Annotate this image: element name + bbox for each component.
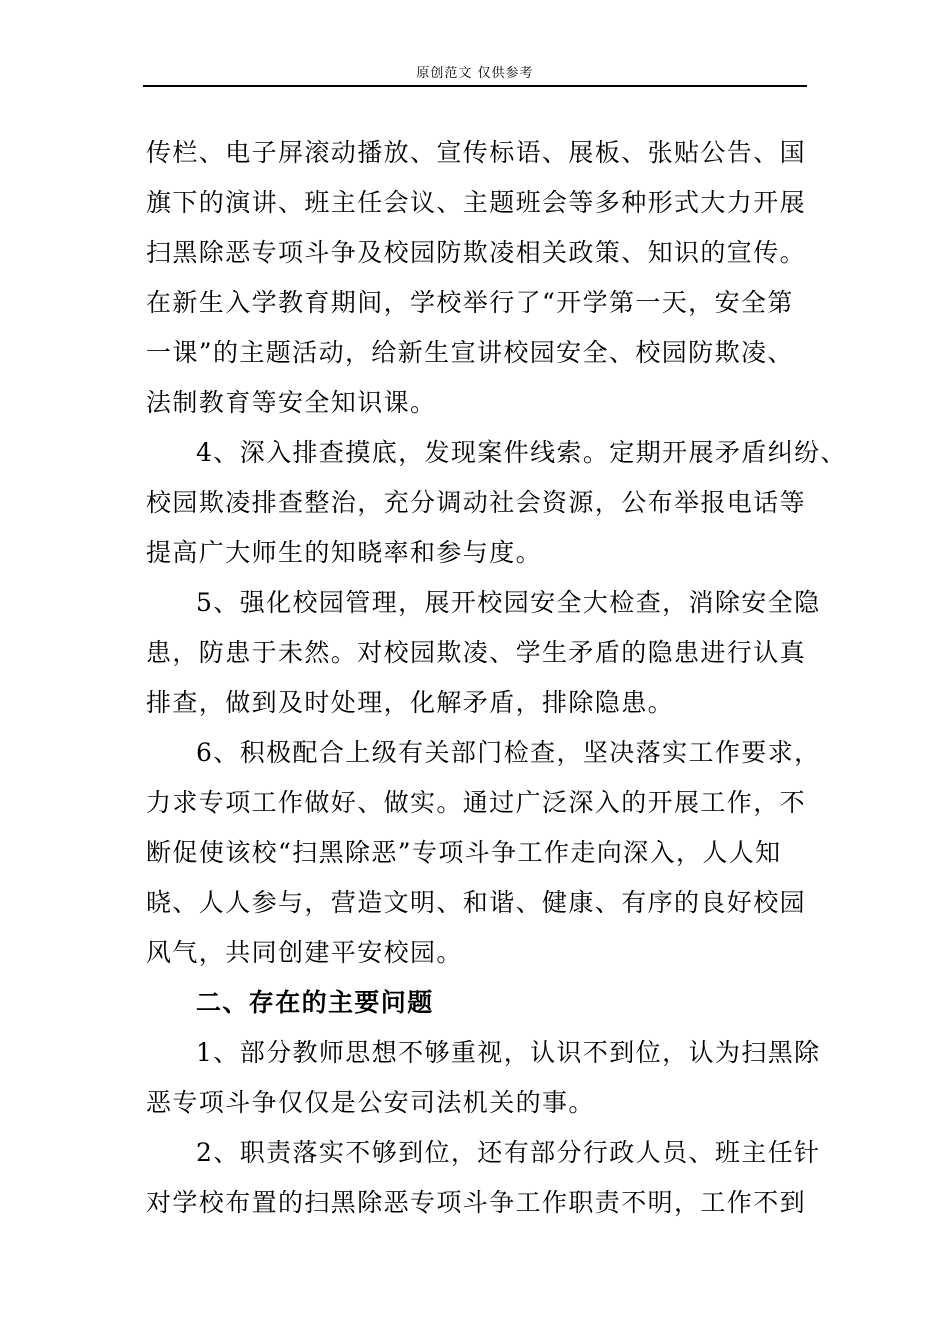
text-line: 晓、人人参与，营造文明、和谐、健康、有序的良好校园 — [146, 888, 807, 917]
text-line: 2、职责落实不够到位，还有部分行政人员、班主任针 — [196, 1138, 821, 1167]
text-line: 旗下的演讲、班主任会议、主题班会等多种形式大力开展 — [146, 188, 807, 217]
text-line: 风气，共同创建平安校园。 — [146, 938, 463, 967]
text-line: 5、强化校园管理，展开校园安全大检查，消除安全隐 — [196, 588, 821, 617]
text-line: 一课”的主题活动，给新生宣讲校园安全、校园防欺凌、 — [146, 338, 794, 367]
section-heading: 二、存在的主要问题 — [196, 988, 434, 1017]
text-line: 6、积极配合上级有关部门检查，坚决落实工作要求， — [196, 738, 821, 767]
text-line: 排查，做到及时处理，化解矛盾，排除隐患。 — [146, 688, 675, 717]
text-line: 法制教育等安全知识课。 — [146, 388, 437, 417]
text-line: 断促使该校“扫黑除恶”专项斗争工作走向深入，人人知 — [146, 838, 782, 867]
text-line: 力求专项工作做好、做实。通过广泛深入的开展工作，不 — [146, 788, 807, 817]
text-line: 恶专项斗争仅仅是公安司法机关的事。 — [146, 1088, 595, 1117]
text-line: 在新生入学教育期间，学校举行了“开学第一天，安全第 — [146, 288, 794, 317]
document-body — [146, 128, 847, 1228]
text-line: 患，防患于未然。对校园欺凌、学生矛盾的隐患进行认真 — [146, 638, 807, 667]
header-divider — [143, 85, 807, 87]
text-line: 4、深入排查摸底，发现案件线索。定期开展矛盾纠纷、 — [196, 438, 847, 467]
text-line: 扫黑除恶专项斗争及校园防欺凌相关政策、知识的宣传。 — [146, 238, 807, 267]
page-header: 原创范文 仅供参考 — [416, 66, 534, 81]
text-line: 对学校布置的扫黑除恶专项斗争工作职责不明，工作不到 — [146, 1188, 807, 1217]
text-line: 校园欺凌排查整治，充分调动社会资源，公布举报电话等 — [146, 488, 807, 517]
text-line: 提高广大师生的知晓率和参与度。 — [146, 538, 543, 567]
text-line: 1、部分教师思想不够重视，认识不到位，认为扫黑除 — [196, 1038, 821, 1067]
text-line: 传栏、电子屏滚动播放、宣传标语、展板、张贴公告、国 — [146, 138, 807, 167]
